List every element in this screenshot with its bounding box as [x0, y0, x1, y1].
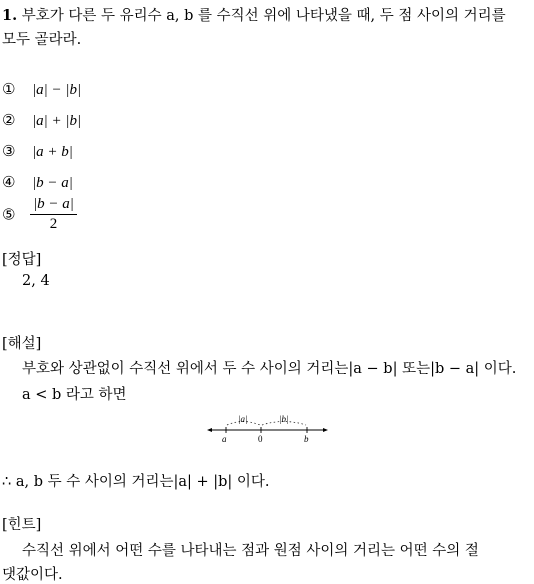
- explanation-label: [해설]: [2, 336, 42, 352]
- explanation-conclusion: ∴ a, b 두 수 사이의 거리는|a| + |b| 이다.: [2, 474, 270, 490]
- question-text-1: 부호가 다른 두 유리수 a, b 를 수직선 위에 나타냈을 때, 두 점 사이의 거리를: [21, 8, 506, 24]
- option-expr-2: |a| + |b|: [32, 113, 82, 129]
- label-abs-b: |b|: [279, 414, 289, 424]
- left-arrow-icon: [207, 428, 212, 432]
- explanation-line-1: 부호와 상관없이 수직선 위에서 두 수 사이의 거리는|a − b| 또는|b − a| 이다.: [22, 361, 517, 377]
- option-expr-1: |a| − |b|: [32, 82, 82, 98]
- answer-value: 2, 4: [22, 273, 50, 289]
- option-3: [2, 142, 73, 161]
- option-5: [2, 196, 77, 233]
- option-marker-2: ②: [2, 111, 16, 129]
- hint-line-2: 댓값이다.: [2, 567, 63, 583]
- label-abs-a: |a|: [238, 414, 248, 424]
- tick-0-label: 0: [258, 434, 263, 444]
- tick-a-label: a: [222, 434, 227, 444]
- option-marker-1: ①: [2, 80, 16, 98]
- question-line-2: 모두 골라라.: [2, 32, 82, 48]
- number-line-diagram: [205, 412, 330, 446]
- option-2: [2, 111, 81, 130]
- explanation-line-2: a < b 라고 하면: [22, 387, 127, 403]
- option-marker-5: ⑤: [2, 205, 16, 224]
- option-marker-3: ③: [2, 142, 16, 160]
- question-number: 1.: [2, 7, 18, 24]
- option-expr-4: |b − a|: [32, 175, 73, 191]
- fraction-numerator: |b − a|: [30, 196, 77, 215]
- option-4: [2, 173, 73, 192]
- option-1: [2, 80, 81, 99]
- fraction-denominator: 2: [49, 216, 58, 232]
- option-expr-3: |a + b|: [32, 144, 73, 160]
- hint-label: [힌트]: [2, 517, 42, 533]
- answer-label: [정답]: [2, 252, 42, 268]
- right-arrow-icon: [323, 428, 328, 432]
- hint-line-1: 수직선 위에서 어떤 수를 나타내는 점과 원점 사이의 거리는 어떤 수의 절: [22, 543, 479, 559]
- option-marker-4: ④: [2, 173, 16, 191]
- question-line-1: [2, 4, 506, 25]
- option-fraction-5: [30, 196, 77, 233]
- tick-b-label: b: [304, 434, 309, 444]
